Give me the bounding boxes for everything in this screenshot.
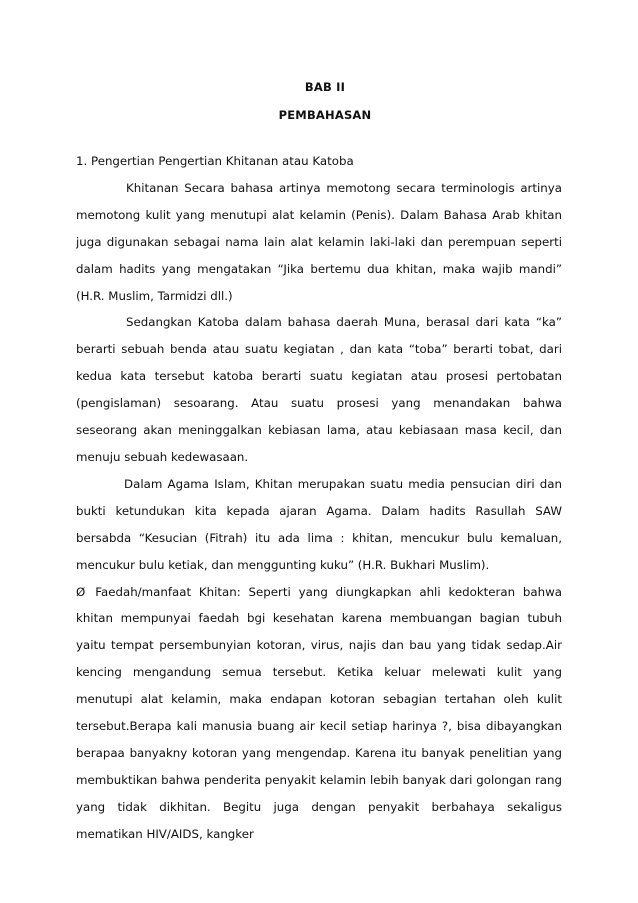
subsection-heading: 1. Pengertian Pengertian Khitanan atau Katoba xyxy=(76,154,354,168)
chapter-title: BAB II xyxy=(304,80,346,94)
paragraph-khitanan: Khitanan Secara bahasa artinya memotong secara terminologis artinya memotong kulit yang menutupi alat kelamin (Penis). Dalam Bahasa Arab khitan juga digunakan sebagai nama lain alat kelamin laki-laki dan perempuan seperti dalam hadits yang mengatakan “Jika bertemu dua khitan, maka wajib mandi” (H.R. Muslim, Tarmidzi dll.) xyxy=(76,180,562,303)
document-body xyxy=(76,148,562,848)
bullet-arrow-icon: Ø xyxy=(76,584,86,599)
bullet-faedah-text: Faedah/manfaat Khitan: Seperti yang diungkapkan ahli kedokteran bahwa khitan mempunyai faedah bgi kesehatan karena membuangan bagian tubuh yaitu tempat persembunyian kotoran, virus, najis dan bau yang tidak sedap.Air kencing mengandung semua tersebut. Ketika keluar melewati kulit yang menutupi alat kelamin, maka endapan kotoran sebagian tertahan oleh kulit tersebut.Berapa kali manusia buang air kecil setiap harinya ?, bisa dibayangkan berapaa banyakny kotoran yang mengendap. Karena itu banyak penelitian yang membuktikan bahwa penderita penyakit kelamin lebih banyak dari golongan rang yang tidak dikhitan. Begitu juga dengan penyakit berbahaya sekaligus mematikan HIV/AIDS, kangker xyxy=(76,584,562,841)
paragraph-katoba: Sedangkan Katoba dalam bahasa daerah Muna, berasal dari kata “ka” berarti sebuah benda atau suatu kegiatan , dan kata “toba” berarti tobat, dari kedua kata tersebut katoba berarti suatu kegiatan atau prosesi pertobatan (pengislaman) sesoarang. Atau suatu prosesi yang menandakan bahwa seseorang akan meninggalkan kebiasan lama, atau kebiasaan masa kecil, dan menuju sebuah kedewasaan. xyxy=(76,315,562,464)
section-title: PEMBAHASAN xyxy=(278,108,372,122)
bullet-faedah xyxy=(76,579,562,848)
paragraph-agama-islam: Dalam Agama Islam, Khitan merupakan suatu media pensucian diri dan bukti ketundukan kita kepada ajaran Agama. Dalam hadits Rasullah SAW bersabda “Kesucian (Fitrah) itu ada lima : khitan, mencukur bulu kemaluan, mencukur bulu ketiak, dan menggunting kuku” (H.R. Bukhari Muslim). xyxy=(76,476,562,572)
